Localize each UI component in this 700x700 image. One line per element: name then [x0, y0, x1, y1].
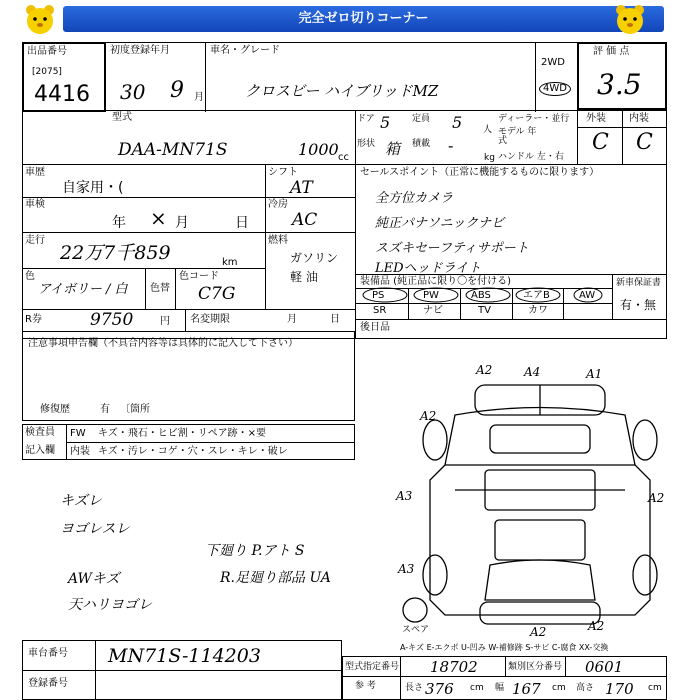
height-label: 高さ	[576, 683, 595, 693]
door-label: ドア	[357, 114, 375, 124]
color-change-label: 色替	[150, 283, 170, 294]
damage-mark: A2	[420, 409, 437, 423]
divider	[66, 442, 355, 443]
inspect-day: 日	[235, 215, 249, 231]
divider	[265, 197, 355, 198]
dealer-label: ディーラー・並行	[498, 114, 570, 124]
model-value: DAA-MN71S	[118, 140, 228, 160]
divider	[505, 656, 506, 676]
color-label: 色	[25, 271, 35, 282]
equip-leather: カワ	[528, 305, 548, 316]
fw-items: キズ・飛石・ヒビ割・リペア跡・×要	[98, 428, 266, 439]
color-code-value: C7G	[198, 284, 236, 304]
divider	[265, 164, 266, 309]
deadline-label: 名変期限	[190, 314, 230, 325]
sales-point: 純正パナソニックナビ	[375, 216, 505, 231]
cc-unit: cc	[338, 152, 349, 163]
reg-month: 9	[170, 78, 184, 103]
fuel-value: ガソリン	[290, 251, 339, 265]
divider	[622, 110, 623, 165]
int-label: 内装	[629, 113, 649, 124]
bear-mascot-icon	[22, 2, 58, 38]
banner-bar	[63, 6, 664, 32]
divider	[355, 319, 667, 320]
width-label: 幅	[495, 683, 505, 693]
damage-mark: A2	[476, 363, 493, 377]
divider	[205, 42, 206, 112]
banner-title: 完全ゼロ切りコーナー	[298, 11, 429, 26]
load-value: -	[448, 136, 454, 155]
equip-airbag: エアB	[523, 290, 550, 301]
divider	[355, 164, 356, 339]
divider	[535, 42, 536, 112]
handwritten-note: 天ハリヨゴレ	[68, 597, 152, 613]
warranty-value: 有・無	[620, 298, 657, 312]
damage-mark: A2	[588, 619, 605, 633]
drive-4wd: 4WD	[539, 82, 571, 96]
divider	[22, 197, 265, 198]
handwritten-note: ヨゴレスレ	[60, 521, 130, 537]
divider	[22, 164, 667, 165]
shift-value: AT	[290, 178, 313, 198]
recycle-label: R券	[25, 314, 42, 325]
mileage-label: 走行	[25, 235, 45, 246]
divider	[22, 232, 265, 233]
use-value: 自家用・(	[62, 180, 124, 196]
sales-point: LEDヘッドライト	[375, 261, 482, 276]
model-year-label: モデル 年式	[498, 127, 537, 146]
equipment-circles	[355, 286, 615, 304]
reg-no-label: 登録番号	[28, 678, 68, 689]
len-value: 376	[425, 680, 454, 698]
shape-value: 箱	[385, 140, 401, 158]
handwritten-note: AWキズ	[68, 571, 120, 587]
class-no-label: 類別区分番号	[508, 662, 563, 672]
divider	[355, 110, 356, 165]
damage-mark: A3	[398, 562, 415, 576]
cm-unit: cm	[470, 683, 484, 693]
ac-label: 冷房	[268, 199, 288, 210]
divider	[565, 656, 566, 676]
lot-label: 出品番号	[27, 46, 67, 57]
divider	[355, 274, 667, 275]
mileage-value: 22万7千859	[60, 242, 171, 264]
divider	[400, 656, 401, 700]
lot-box	[22, 42, 106, 112]
inspect-year: 年	[112, 215, 126, 231]
equip-sr: SR	[373, 305, 387, 316]
color-value: アイボリー / 白	[38, 282, 128, 297]
height-value: 170	[605, 680, 634, 698]
repair-value: 有	[100, 404, 110, 415]
cap-label: 定員	[412, 114, 431, 124]
interior-items: キズ・汚レ・コゲ・穴・スレ・キレ・破レ	[98, 446, 288, 457]
equip-tv: TV	[478, 305, 491, 316]
deadline-day: 日	[330, 314, 340, 325]
handwritten-note: R.足廻り部品 UA	[220, 570, 331, 586]
damage-mark: A2	[648, 491, 665, 505]
type-no-value: 18702	[430, 658, 478, 676]
chassis-label: 車台番号	[28, 648, 68, 659]
damage-mark: A2	[530, 625, 547, 639]
bear-mascot-icon	[612, 2, 648, 38]
recycle-value: 9750	[90, 310, 134, 330]
cap-unit: 人	[483, 125, 493, 135]
chassis-value: MN71S-114203	[108, 645, 261, 667]
capacity-value: 5	[452, 113, 463, 132]
cc-value: 1000	[298, 140, 339, 159]
damage-mark: A1	[586, 367, 603, 381]
reg-label: 初度登録年月	[110, 45, 170, 56]
divider	[342, 676, 667, 677]
width-value: 167	[512, 680, 541, 698]
warranty-label: 新車保証書	[616, 278, 662, 288]
ext-label: 外装	[586, 113, 606, 124]
banner	[0, 0, 700, 44]
entry-label: 記入欄	[25, 445, 55, 456]
lot-number: 4416	[34, 82, 90, 107]
notes-label: 注意事項申告欄（不具合内容等は具体的に記入して下さい）	[28, 338, 298, 349]
cm-unit: cm	[552, 683, 566, 693]
use-label: 車歴	[25, 167, 45, 178]
damage-mark: A4	[524, 365, 541, 379]
shape-label: 形状	[357, 139, 376, 149]
load-unit: kg	[484, 153, 495, 163]
name-label: 車名・グレード	[210, 45, 280, 56]
model-label: 型式	[112, 112, 132, 123]
repair-label: 修復歴	[40, 404, 70, 415]
fw-head: FW	[70, 428, 86, 439]
car-name: クロスビー ハイブリッドMZ	[245, 82, 439, 100]
cm-unit: cm	[648, 683, 662, 693]
shift-label: シフト	[268, 167, 298, 178]
equip-ps: PS	[372, 290, 385, 301]
doors-value: 5	[380, 113, 391, 132]
equipment-label: 装備品 (純正品に限り〇を付ける)	[360, 276, 511, 287]
lot-sub: [2075]	[32, 67, 62, 77]
spare-label: スペア	[402, 625, 430, 635]
handwritten-note: 下廻り P.アト S	[205, 543, 305, 559]
ac-value: AC	[292, 210, 318, 230]
divider	[265, 232, 355, 233]
grade-value: 3.5	[597, 68, 642, 101]
rear-label: 後日品	[360, 322, 390, 333]
divider	[22, 309, 355, 310]
interior-head: 内装	[70, 446, 90, 457]
repair-location: 〔箇所	[120, 404, 150, 415]
reg-month-unit: 月	[194, 92, 204, 103]
equip-pw: PW	[423, 290, 439, 301]
damage-mark: A3	[396, 489, 413, 503]
inspect-month: 月	[175, 215, 189, 231]
inspect-label: 車検	[25, 199, 45, 210]
drive-2wd: 2WD	[541, 57, 565, 68]
sales-point: 全方位カメラ	[375, 191, 454, 206]
int-grade: C	[636, 130, 653, 155]
ext-grade: C	[592, 130, 609, 155]
fuel-alt: 軽 油	[290, 270, 318, 284]
type-no-label: 型式指定番号	[345, 662, 400, 672]
km-unit: km	[222, 257, 238, 268]
handle-label: ハンドル 左・右	[498, 152, 564, 162]
divider	[577, 110, 578, 165]
divider	[22, 110, 667, 111]
reg-year: 30	[120, 80, 146, 104]
car-diagram	[395, 367, 685, 640]
divider	[185, 309, 186, 331]
divider	[577, 127, 667, 128]
grade-label: 評 価 点	[593, 46, 630, 57]
grade-box	[577, 42, 667, 110]
equip-abs: ABS	[471, 290, 491, 301]
fuel-label: 燃料	[268, 235, 288, 246]
divider	[145, 268, 146, 309]
sales-label: セールスポイント（正常に機能するものに限ります）	[360, 167, 600, 178]
divider	[175, 268, 176, 309]
ref-label: 参 考	[355, 681, 376, 691]
handwritten-note: キズレ	[60, 493, 102, 509]
inspector-label: 検査員	[25, 427, 55, 438]
yen-unit: 円	[160, 316, 170, 327]
equip-navi: ナビ	[423, 305, 443, 316]
divider	[22, 670, 342, 671]
divider	[22, 268, 265, 269]
equip-aw: AW	[579, 290, 596, 301]
damage-legend: A-キズ E-エクボ U-凹み W-補修跡 S-サビ C-腐食 XX-交換	[400, 643, 609, 652]
class-no-value: 0601	[585, 658, 624, 676]
sales-point: スズキセーフティサポート	[375, 241, 529, 256]
color-code-label: 色コード	[179, 271, 219, 282]
deadline-month: 月	[287, 314, 297, 325]
load-label: 積載	[412, 139, 431, 149]
len-label: 長さ	[405, 683, 424, 693]
notes-box	[22, 331, 355, 421]
